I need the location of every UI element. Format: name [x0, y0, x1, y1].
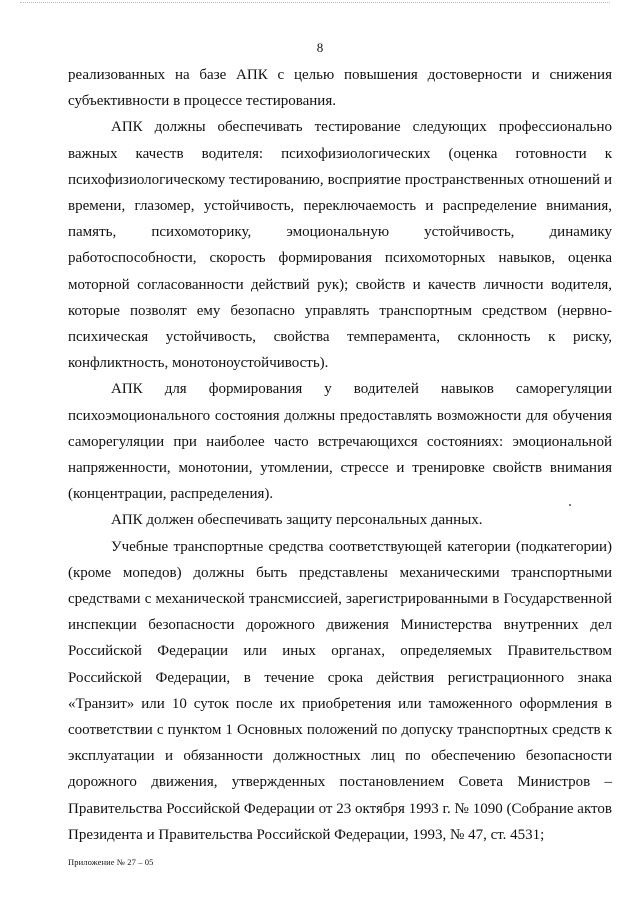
- paragraph-4: АПК должен обеспечивать защиту персональных данных.: [111, 512, 483, 529]
- paragraph-2: АПК должны обеспечивать тестирование следующих профессионально важных качеств водителя: психофизиологических (оценка готовности к психофизиологическому тестированию, восприятие пространственных отношений и времени, глазомер, устойчивость, переключаемость и распределение внимания, память, психомоторику, эмоциональную устойчивость, динамику работоспособности, скорость формирования психомоторных навыков, оценка моторной согласованности действий рук); свойств и качеств личности водителя, которые позволят ему безопасно управлять транспортным средством (нервно-психическая устойчивость, свойства темперамента, склонность к риску, конфликтность, монотоноустойчивость).: [68, 119, 612, 372]
- top-edge-line: [20, 2, 610, 3]
- paragraph-1: реализованных на базе АПК с целью повышения достоверности и снижения субъективности в процессе тестирования.: [68, 67, 612, 110]
- document-body: [68, 62, 612, 848]
- paragraph-5: Учебные транспортные средства соответствующей категории (подкатегории) (кроме мопедов) должны быть представлены механическими транспортными средствами с механической трансмиссией, зарегистрированными в Государственной инспекции безопасности дорожного движения Министерства внутренних дел Российской Федерации или иных органах, определяемых Правительством Российской Федерации, в течение срока действия регистрационного знака «Транзит» или 10 суток после их приобретения или таможенного оформления в соответствии с пунктом 1 Основных положений по допуску транспортных средств к эксплуатации и обязанности должностных лиц по обеспечению безопасности дорожного движения, утвержденных постановлением Совета Министров – Правительства Российской Федерации от 23 октября 1993 г. № 1090 (Собрание актов Президента и Правительства Российской Федерации, 1993, № 47, ст. 4531;: [68, 538, 612, 843]
- page-number: 8: [316, 40, 324, 55]
- footer-annex-label: Приложение № 27 – 05: [68, 857, 154, 867]
- scan-speck: [569, 504, 571, 506]
- paragraph-3: АПК для формирования у водителей навыков саморегуляции психоэмоционального состояния должны предоставлять возможности для обучения саморегуляции при наиболее часто встречающихся состояниях: эмоциональной напряженности, монотонии, утомлении, стрессе и тренировке свойств внимания (концентрации, распределения).: [68, 381, 612, 503]
